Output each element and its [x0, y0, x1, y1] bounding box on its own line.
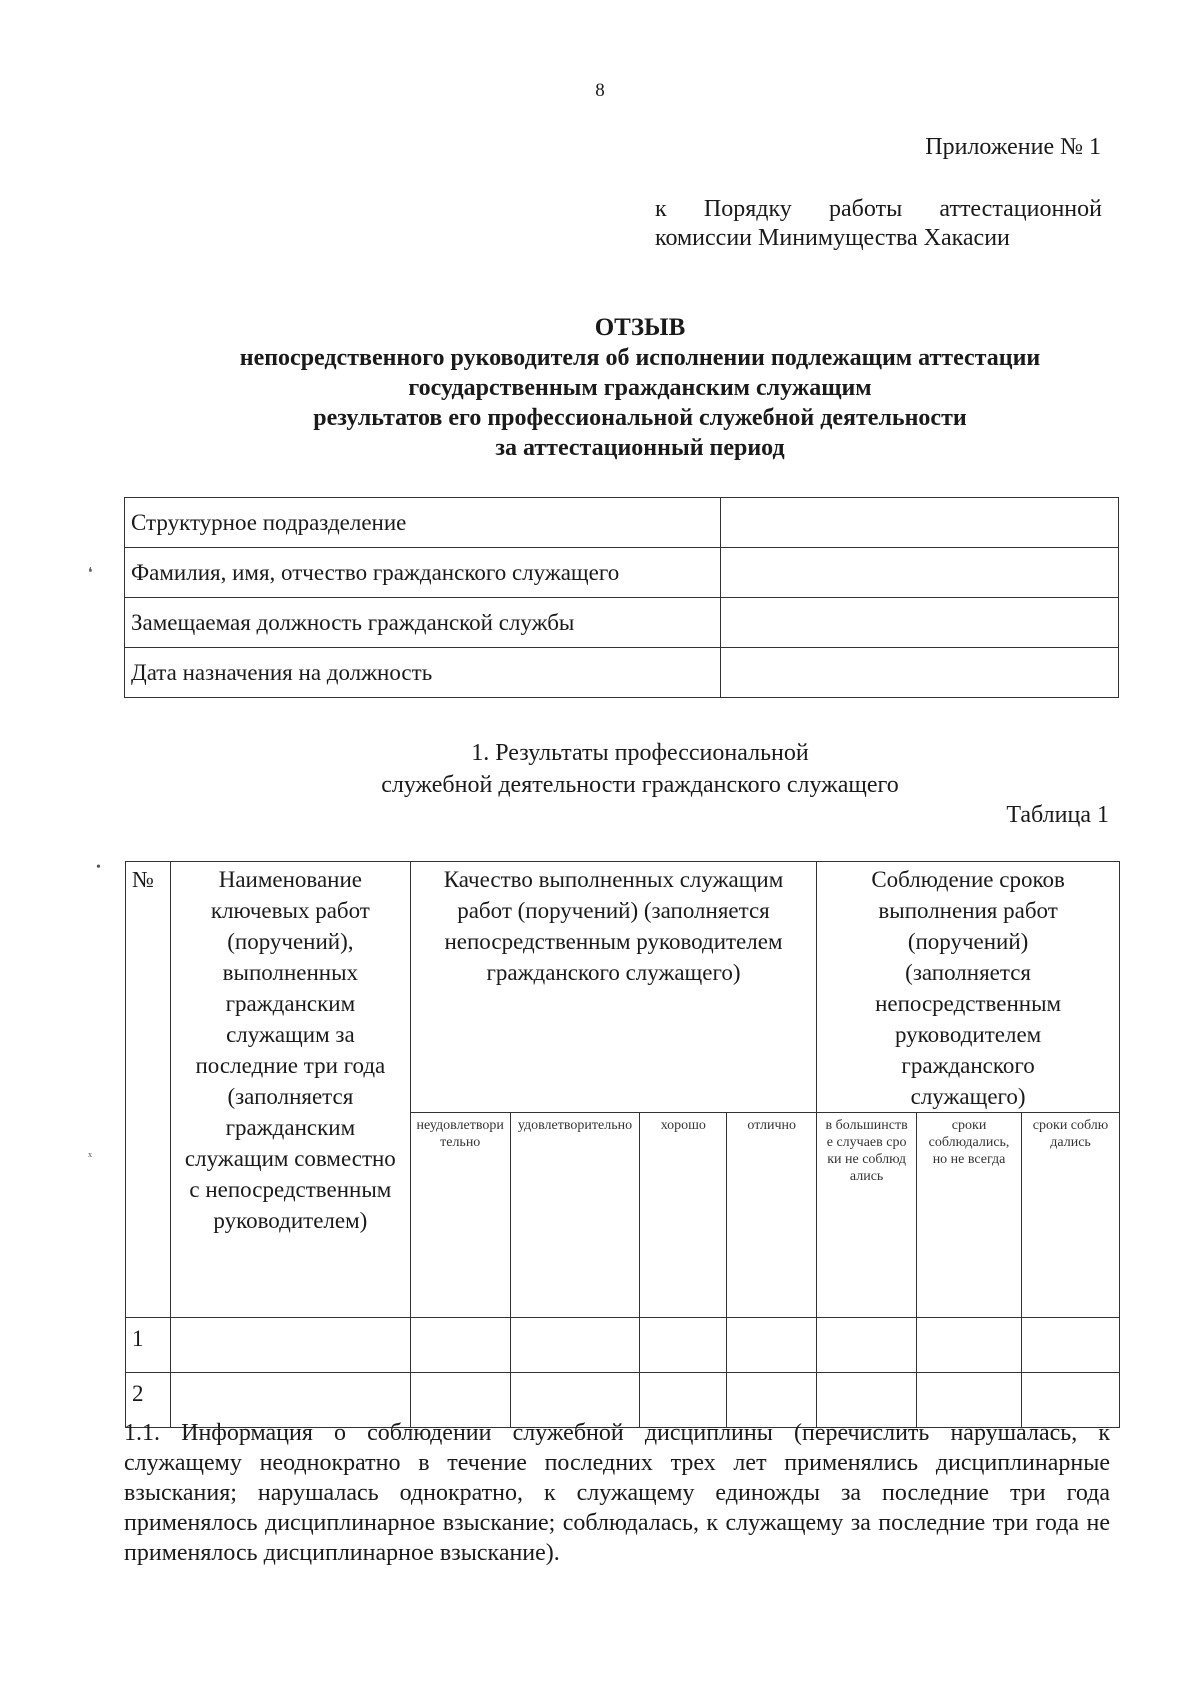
scan-mark: ˣ: [88, 1150, 93, 1165]
subtitle-line: государственным гражданским служащим: [408, 375, 872, 401]
appendix-label: Приложение № 1: [925, 134, 1101, 160]
info-label: Фамилия, имя, отчество гражданского служащего: [125, 548, 721, 598]
info-label: Структурное подразделение: [125, 498, 721, 548]
table-cell[interactable]: [410, 1318, 510, 1373]
info-label: Дата назначения на должность: [125, 648, 721, 698]
quality-sub-header: удовлетворительно: [510, 1113, 640, 1318]
section-heading-line: служебной деятельности гражданского служащего: [381, 772, 899, 798]
info-label: Замещаемая должность гражданской службы: [125, 598, 721, 648]
quality-sub-header: хорошо: [640, 1113, 727, 1318]
subtitle-line: непосредственного руководителя об исполнении подлежащим аттестации: [239, 345, 1041, 371]
info-value-field[interactable]: [721, 548, 1119, 598]
quality-sub-header: неудовлетворительно: [410, 1113, 510, 1318]
scan-mark: ❛: [88, 566, 93, 581]
order-reference-line-1: к Порядку работы аттестационной: [655, 196, 1102, 222]
deadline-sub-header: сроки соблюдались: [1022, 1113, 1120, 1318]
col-deadlines-header: Соблюдение сроков выполнения работ (поручений) (заполняется непосредственным руководителем гражданского служащего): [817, 862, 1120, 1113]
deadline-sub-header: сроки соблюдались, но не всегда: [917, 1113, 1022, 1318]
page-number: 8: [595, 80, 605, 101]
table-cell[interactable]: [1022, 1318, 1120, 1373]
info-row: [125, 598, 1119, 648]
order-reference-line-2: комиссии Минимущества Хакасии: [655, 225, 1010, 251]
info-row: [125, 648, 1119, 698]
section-heading: [0, 737, 1200, 801]
col-quality-header: Качество выполненных служащим работ (поручений) (заполняется непосредственным руководителем гражданского служащего): [410, 862, 816, 1113]
subtitle-line: за аттестационный период: [495, 435, 785, 461]
row-number: 1: [126, 1318, 171, 1373]
col-work-name-header: Наименование ключевых работ (поручений), выполненных гражданским служащим за последние три года (заполняется гражданским служащим совместно с непосредственным руководителем): [170, 862, 410, 1318]
table-cell[interactable]: [727, 1318, 817, 1373]
table-label: Таблица 1: [1006, 802, 1109, 828]
table-cell[interactable]: [510, 1318, 640, 1373]
col-number-header: №: [126, 862, 171, 1318]
info-value-field[interactable]: [721, 648, 1119, 698]
section-heading-line: 1. Результаты профессиональной: [471, 740, 809, 766]
employee-info-table: [124, 497, 1119, 698]
results-table: [125, 861, 1120, 1428]
table-cell[interactable]: [817, 1318, 917, 1373]
table-cell[interactable]: [917, 1318, 1022, 1373]
table-row: [126, 1318, 1120, 1373]
info-value-field[interactable]: [721, 598, 1119, 648]
table-cell[interactable]: [170, 1318, 410, 1373]
results-header-row: [126, 862, 1120, 1113]
row-number: 2: [126, 1373, 171, 1428]
quality-sub-header: отлично: [727, 1113, 817, 1318]
document-title: ОТЗЫВ: [594, 314, 686, 341]
deadline-sub-header: в большинстве случаев сроки не соблюдались: [817, 1113, 917, 1318]
subtitle-line: результатов его профессиональной служебной деятельности: [313, 405, 967, 431]
info-row: [125, 498, 1119, 548]
info-value-field[interactable]: [721, 498, 1119, 548]
info-row: [125, 548, 1119, 598]
document-title-block: [0, 313, 1200, 463]
scan-mark: •: [96, 860, 101, 875]
table-cell[interactable]: [640, 1318, 727, 1373]
discipline-paragraph: 1.1. Информация о соблюдении служебной дисциплины (перечислить нарушалась, к служащему неоднократно в течение последних трех лет применялись дисциплинарные взыскания; нарушалась однократно, к служащему единожды за последние три года применялось дисциплинарное взыскание; соблюдалась, к служащему за последние три года не применялось дисциплинарное взыскание).: [124, 1420, 1110, 1566]
